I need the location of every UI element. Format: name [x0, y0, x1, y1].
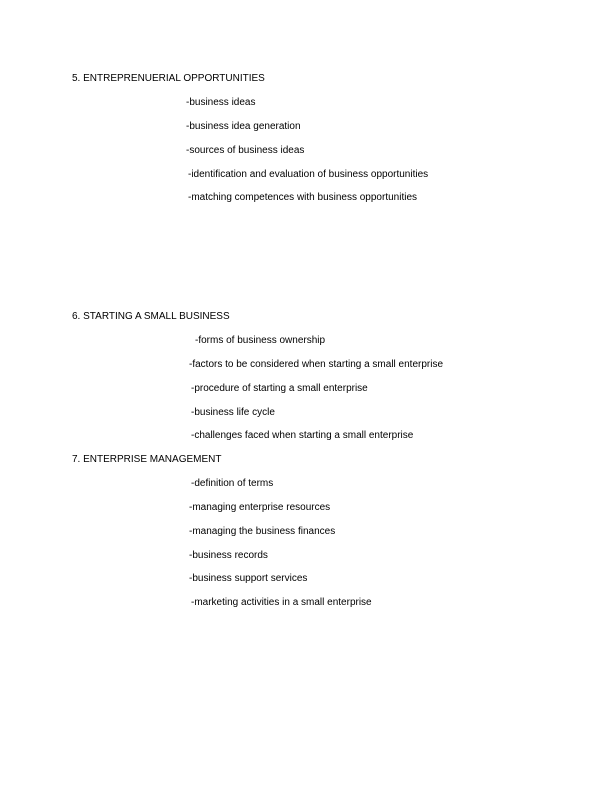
section-5-item: -sources of business ideas — [186, 145, 305, 156]
section-6-item: -forms of business ownership — [195, 335, 326, 346]
section-7-item: -managing the business finances — [189, 526, 336, 537]
section-heading-5: 5. ENTREPRENUERIAL OPPORTUNITIES — [72, 73, 265, 84]
section-6-item: -factors to be considered when starting a small enterprise — [189, 359, 444, 370]
section-7-item: -business records — [189, 550, 268, 561]
section-7-item: -business support services — [189, 573, 308, 584]
section-6-item: -procedure of starting a small enterprise — [191, 383, 368, 394]
section-7-item: -definition of terms — [191, 478, 274, 489]
section-7-item: -marketing activities in a small enterprise — [191, 597, 372, 608]
section-7-item: -managing enterprise resources — [189, 502, 331, 513]
section-6-item: -challenges faced when starting a small enterprise — [191, 430, 414, 441]
section-5-item: -business ideas — [186, 97, 256, 108]
section-5-item: -business idea generation — [186, 121, 301, 132]
section-heading-6: 6. STARTING A SMALL BUSINESS — [72, 311, 230, 322]
section-5-item: -matching competences with business opportunities — [188, 192, 418, 203]
section-heading-7: 7. ENTERPRISE MANAGEMENT — [72, 454, 222, 465]
section-6-item: -business life cycle — [191, 407, 275, 418]
section-5-item: -identification and evaluation of business opportunities — [188, 169, 429, 180]
